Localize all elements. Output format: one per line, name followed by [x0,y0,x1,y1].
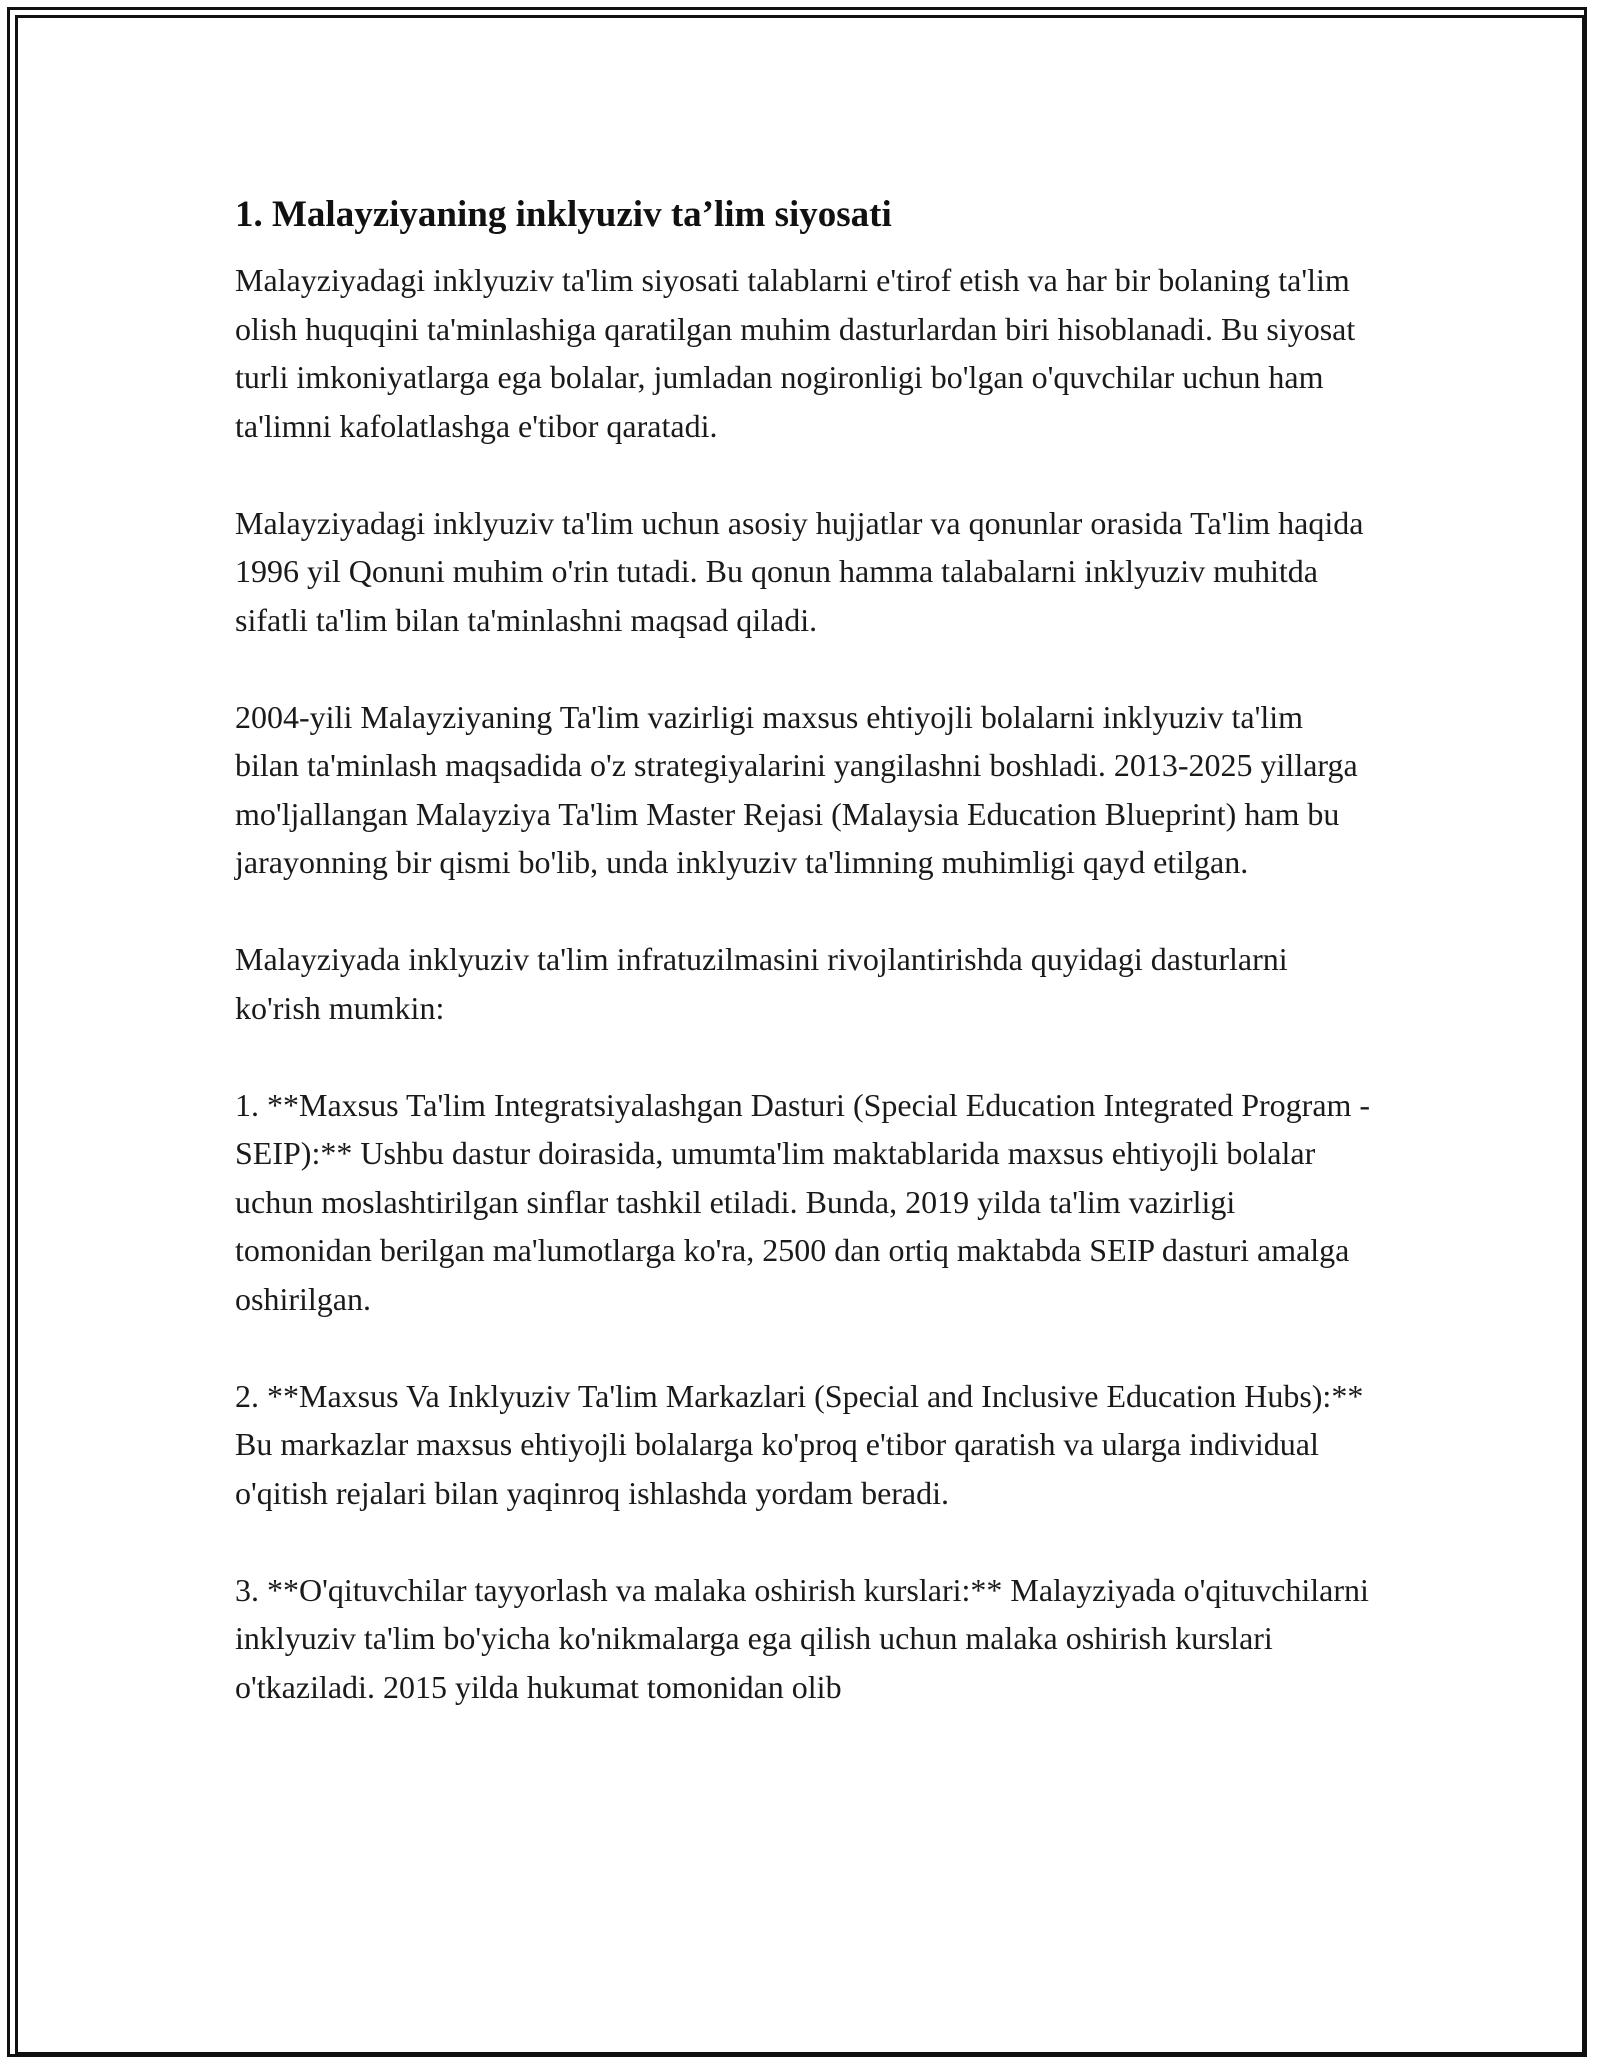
paragraph-education-act: Malayziyadagi inklyuziv ta'lim uchun asosiy hujjatlar va qonunlar orasida Ta'lim haqida 1996 yil Qonuni muhim o'rin tutadi. Bu qonun hamma talabalarni inklyuziv muhitda sifatli ta'lim bilan ta'minlashni maqsad qiladi. [235,504,1364,638]
paragraph-policy-overview: Malayziyadagi inklyuziv ta'lim siyosati talablarni e'tirof etish va har bir bolaning ta'lim olish huquqini ta'minlashiga qaratilgan muhim dasturlardan biri hisoblanadi. Bu siyosat turli imkoniyatlarga ega bolalar, jumladan nogironligi bo'lgan o'quvchilar uchun ham ta'limni kafolatlashga e'tibor qaratadi. [235,262,1356,444]
section-heading: 1. Malayziyaning inklyuziv ta’lim siyosati [235,194,892,235]
list-item-hubs: 2. **Maxsus Va Inklyuziv Ta'lim Markazlari (Special and Inclusive Education Hubs):** Bu markazlar maxsus ehtiyojli bolalarga ko'proq e'tibor qaratish va ularga individual o'qitish rejalari bilan yaqinroq ishlashda yordam beradi. [235,1377,1364,1511]
list-item-seip: 1. **Maxsus Ta'lim Integratsiyalashgan Dasturi (Special Education Integrated Program - SEIP):** Ushbu dastur doirasida, umumta'lim maktablarida maxsus ehtiyojli bolalar uchun moslashtirilgan sinflar tashkil etiladi. Bunda, 2019 yilda ta'lim vazirligi tomonidan berilgan ma'lumotlarga ko'ra, 2500 dan ortiq maktabda SEIP dasturi amalga oshirilgan. [235,1086,1371,1317]
paragraph-programs-intro: Malayziyada inklyuziv ta'lim infratuzilmasini rivojlantirishda quyidagi dasturlarni ko'rish mumkin: [235,941,1288,1026]
paragraph-ministry-strategy: 2004-yili Malayziyaning Ta'lim vazirligi maxsus ehtiyojli bolalarni inklyuziv ta'lim bilan ta'minlash maqsadida o'z strategiyalarini yangilashni boshladi. 2013-2025 yillarga mo'ljallangan Malayziya Ta'lim Master Rejasi (Malaysia Education Blueprint) ham bu jarayonning bir qismi bo'lib, unda inklyuziv ta'limning muhimligi qayd etilgan. [235,698,1358,880]
document-body [235,190,1375,1760]
list-item-teacher-training: 3. **O'qituvchilar tayyorlash va malaka oshirish kurslari:** Malayziyada o'qituvchilarni inklyuziv ta'lim bo'yicha ko'nikmalarga ega qilish uchun malaka oshirish kurslari o'tkaziladi. 2015 yilda hukumat tomonidan olib [235,1571,1369,1705]
